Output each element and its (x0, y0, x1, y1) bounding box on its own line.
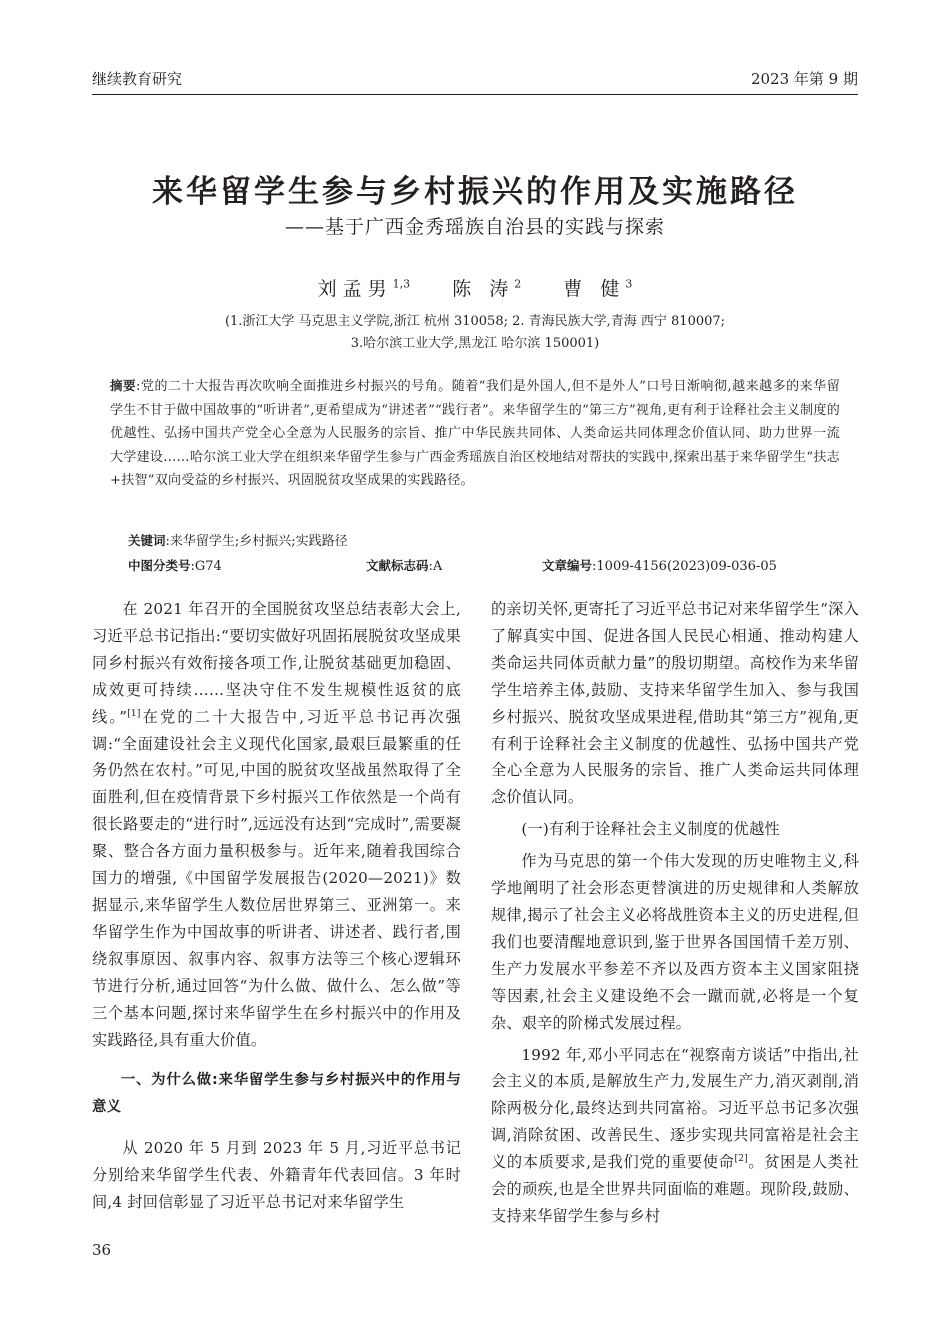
citation-ref[interactable]: [2] (734, 1154, 748, 1165)
header-rule (92, 94, 858, 95)
paragraph: 1992 年,邓小平同志在“视察南方谈话”中指出,社会主义的本质,是解放生产力,发展生产力,消灭剥削,消除两极分化,最终达到共同富裕。习近平总书记多次强调,消除贫困、改善民生、逐步实现共同富裕是社会主义的本质要求,是我们党的重要使命[2]。贫困是人类社会的顽疾,也是全世界共同面临的难题。现阶段,鼓励、支持来华留学生参与乡村 (491, 1045, 859, 1225)
paragraph: 的亲切关怀,更寄托了习近平总书记对来华留学生“深入了解真实中国、促进各国人民民心相通、推动构建人类命运共同体贡献力量”的殷切期望。高校作为来华留学生培养主体,鼓励、支持来华留学生加入、参与我国乡村振兴、脱贫攻坚成果进程,借助其“第三方”视角,更有利于诠释社会主义制度的优越性、弘扬中国共产党全心全意为人民服务的宗旨、推广人类命运共同体理念价值认同。 (491, 600, 859, 807)
paragraph: 在 2021 年召开的全国脱贫攻坚总结表彰大会上,习近平总书记指出:“要切实做好巩固拓展脱贫攻坚成果同乡村振兴有效衔接各项工作,让脱贫基础更加稳固、成效更可持续……坚决守住不发生规模性返贫的底线。”[1]在党的二十大报告中,习近平总书记再次强调:“全面建设社会主义现代化国家,最艰巨最繁重的任务仍然在农村。”可见,中国的脱贫攻坚战虽然取得了全面胜利,但在疫情背景下乡村振兴工作依然是一个尚有很长路要走的“进行时”,远远没有达到“完成时”,需要凝聚、整合各方面力量积极参与。近年来,随着我国综合国力的增强,《中国留学发展报告(2020—2021)》数据显示,来华留学生人数位居世界第三、亚洲第一。来华留学生作为中国故事的听讲者、讲述者、践行者,围绕叙事原因、叙事内容、叙事方法等三个核心逻辑环节进行分析,通过回答“为什么做、做什么、怎么做”等三个基本问题,探讨来华留学生在乡村振兴中的作用及实践路径,具有重大价值。 (92, 600, 461, 1049)
abstract-label: 摘要 (110, 378, 137, 393)
journal-name: 继续教育研究 (92, 70, 183, 88)
classification-number: 中图分类号:G74 (128, 558, 222, 574)
affiliation-line-1: (1.浙江大学 马克思主义学院,浙江 杭州 310058; 2. 青海民族大学,青海 西宁 810007; (224, 314, 726, 329)
paragraph: 作为马克思的第一个伟大发现的历史唯物主义,科学地阐明了社会形态更替演进的历史规律和人类解放规律,揭示了社会主义必将战胜资本主义的历史进程,但我们也要清醒地意识到,鉴于世界各国国情千差万别、生产力发展水平参差不齐以及西方资本主义国家阻挠等因素,社会主义建设绝不会一蹴而就,必将是一个复杂、艰辛的阶梯式发展过程。 (491, 852, 859, 1032)
issue-label: 2023 年第 9 期 (750, 70, 858, 88)
abstract (110, 374, 840, 493)
subsection-heading: (一)有利于诠释社会主义制度的优越性 (521, 820, 780, 839)
article-title: 来华留学生参与乡村振兴的作用及实施路径 (152, 174, 798, 210)
citation-ref[interactable]: [1] (127, 708, 141, 719)
affiliation-line-2: 3.哈尔滨工业大学,黑龙江 哈尔滨 150001) (350, 336, 600, 351)
author-3: 曹 健$^3$ (563, 277, 633, 300)
page-number: 36 (92, 1241, 112, 1259)
section-heading: 一、为什么做:来华留学生参与乡村振兴中的作用与意义 (92, 1072, 461, 1116)
author-line (0, 274, 950, 301)
article-subtitle: ——基于广西金秀瑶族自治县的实践与探索 (284, 216, 665, 238)
author-1: 刘孟男$^{1,3}$ (317, 277, 411, 300)
document-code: 文献标志码:A (366, 558, 443, 574)
abstract-text: :党的二十大报告再次吹响全面推进乡村振兴的号角。随着“我们是外国人,但不是外人”口号日渐响彻,越来越多的来华留学生不甘于做中国故事的“听讲者”,更希望成为“讲述者”“践行者”。来华留学生的“第三方”视角,更有利于诠释社会主义制度的优越性、弘扬中国共产党全心全意为人民服务的宗旨、推广中华民族共同体、人类命运共同体理念价值认同、助力世界一流大学建设……哈尔滨工业大学在组织来华留学生参与广西金秀瑶族自治区校地结对帮扶的实践中,探索出基于来华留学生“扶志+扶智”双向受益的乡村振兴、巩固脱贫攻坚成果的实践路径。 (110, 379, 840, 489)
body-column-left (92, 596, 461, 1216)
article-number: 文章编号:1009-4156(2023)09-036-05 (542, 558, 777, 574)
keywords: 关键词:来华留学生;乡村振兴;实践路径 (128, 533, 348, 549)
author-2: 陈 涛$^2$ (452, 277, 522, 300)
paragraph: 从 2020 年 5 月到 2023 年 5 月,习近平总书记分别给来华留学生代表、外籍青年代表回信。3 年时间,4 封回信彰显了习近平总书记对来华留学生 (92, 1139, 461, 1212)
body-column-right (491, 596, 859, 1230)
